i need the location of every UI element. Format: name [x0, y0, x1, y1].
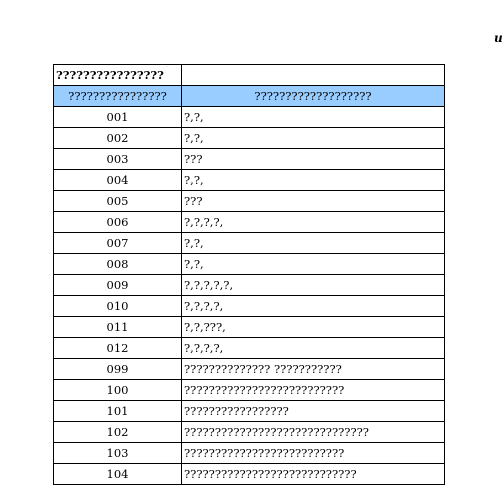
row-code: 002	[54, 128, 182, 149]
row-description: ?????????????? ???????????	[182, 359, 445, 380]
row-code: 004	[54, 170, 182, 191]
table-row	[54, 233, 445, 254]
table-row	[54, 191, 445, 212]
table-row	[54, 338, 445, 359]
table-row	[54, 443, 445, 464]
table-row	[54, 359, 445, 380]
table-row	[54, 254, 445, 275]
table-title-empty-cell	[182, 65, 445, 86]
row-description: ??????????????????????????	[182, 443, 445, 464]
table-header-row	[54, 86, 445, 107]
row-description: ?,?,	[182, 170, 445, 191]
corner-mark: u	[494, 31, 503, 45]
row-code: 003	[54, 149, 182, 170]
row-code: 101	[54, 401, 182, 422]
row-code: 007	[54, 233, 182, 254]
row-code: 100	[54, 380, 182, 401]
row-code: 104	[54, 464, 182, 485]
row-code: 010	[54, 296, 182, 317]
row-code: 102	[54, 422, 182, 443]
row-code: 103	[54, 443, 182, 464]
column-header-description: ???????????????????	[182, 86, 445, 107]
row-code: 012	[54, 338, 182, 359]
row-description: ?,?,?,?,	[182, 212, 445, 233]
row-description: ???	[182, 149, 445, 170]
row-code: 006	[54, 212, 182, 233]
table-row	[54, 401, 445, 422]
column-header-code: ????????????????	[54, 86, 182, 107]
table-row	[54, 107, 445, 128]
row-description: ?????????????????	[182, 401, 445, 422]
table-row	[54, 149, 445, 170]
row-code: 005	[54, 191, 182, 212]
row-description: ?,?,?,?,	[182, 296, 445, 317]
row-description: ??????????????????????????????	[182, 422, 445, 443]
row-code: 008	[54, 254, 182, 275]
row-description: ?,?,	[182, 233, 445, 254]
table-title: ????????????????	[54, 65, 182, 86]
row-code: 009	[54, 275, 182, 296]
row-code: 099	[54, 359, 182, 380]
row-description: ?,?,?,?,	[182, 338, 445, 359]
row-code: 001	[54, 107, 182, 128]
table-row	[54, 296, 445, 317]
table-row	[54, 212, 445, 233]
row-description: ?,?,	[182, 107, 445, 128]
row-description: ????????????????????????????	[182, 464, 445, 485]
row-description: ??????????????????????????	[182, 380, 445, 401]
table-title-row	[54, 65, 445, 86]
row-description: ?,?,	[182, 254, 445, 275]
row-description: ???	[182, 191, 445, 212]
row-description: ?,?,?,?,?,	[182, 275, 445, 296]
row-description: ?,?,???,	[182, 317, 445, 338]
table-row	[54, 275, 445, 296]
table-row	[54, 170, 445, 191]
code-table	[53, 64, 445, 485]
table-row	[54, 128, 445, 149]
row-code: 011	[54, 317, 182, 338]
table-row	[54, 422, 445, 443]
table-row	[54, 380, 445, 401]
table-row	[54, 317, 445, 338]
table-row	[54, 464, 445, 485]
row-description: ?,?,	[182, 128, 445, 149]
